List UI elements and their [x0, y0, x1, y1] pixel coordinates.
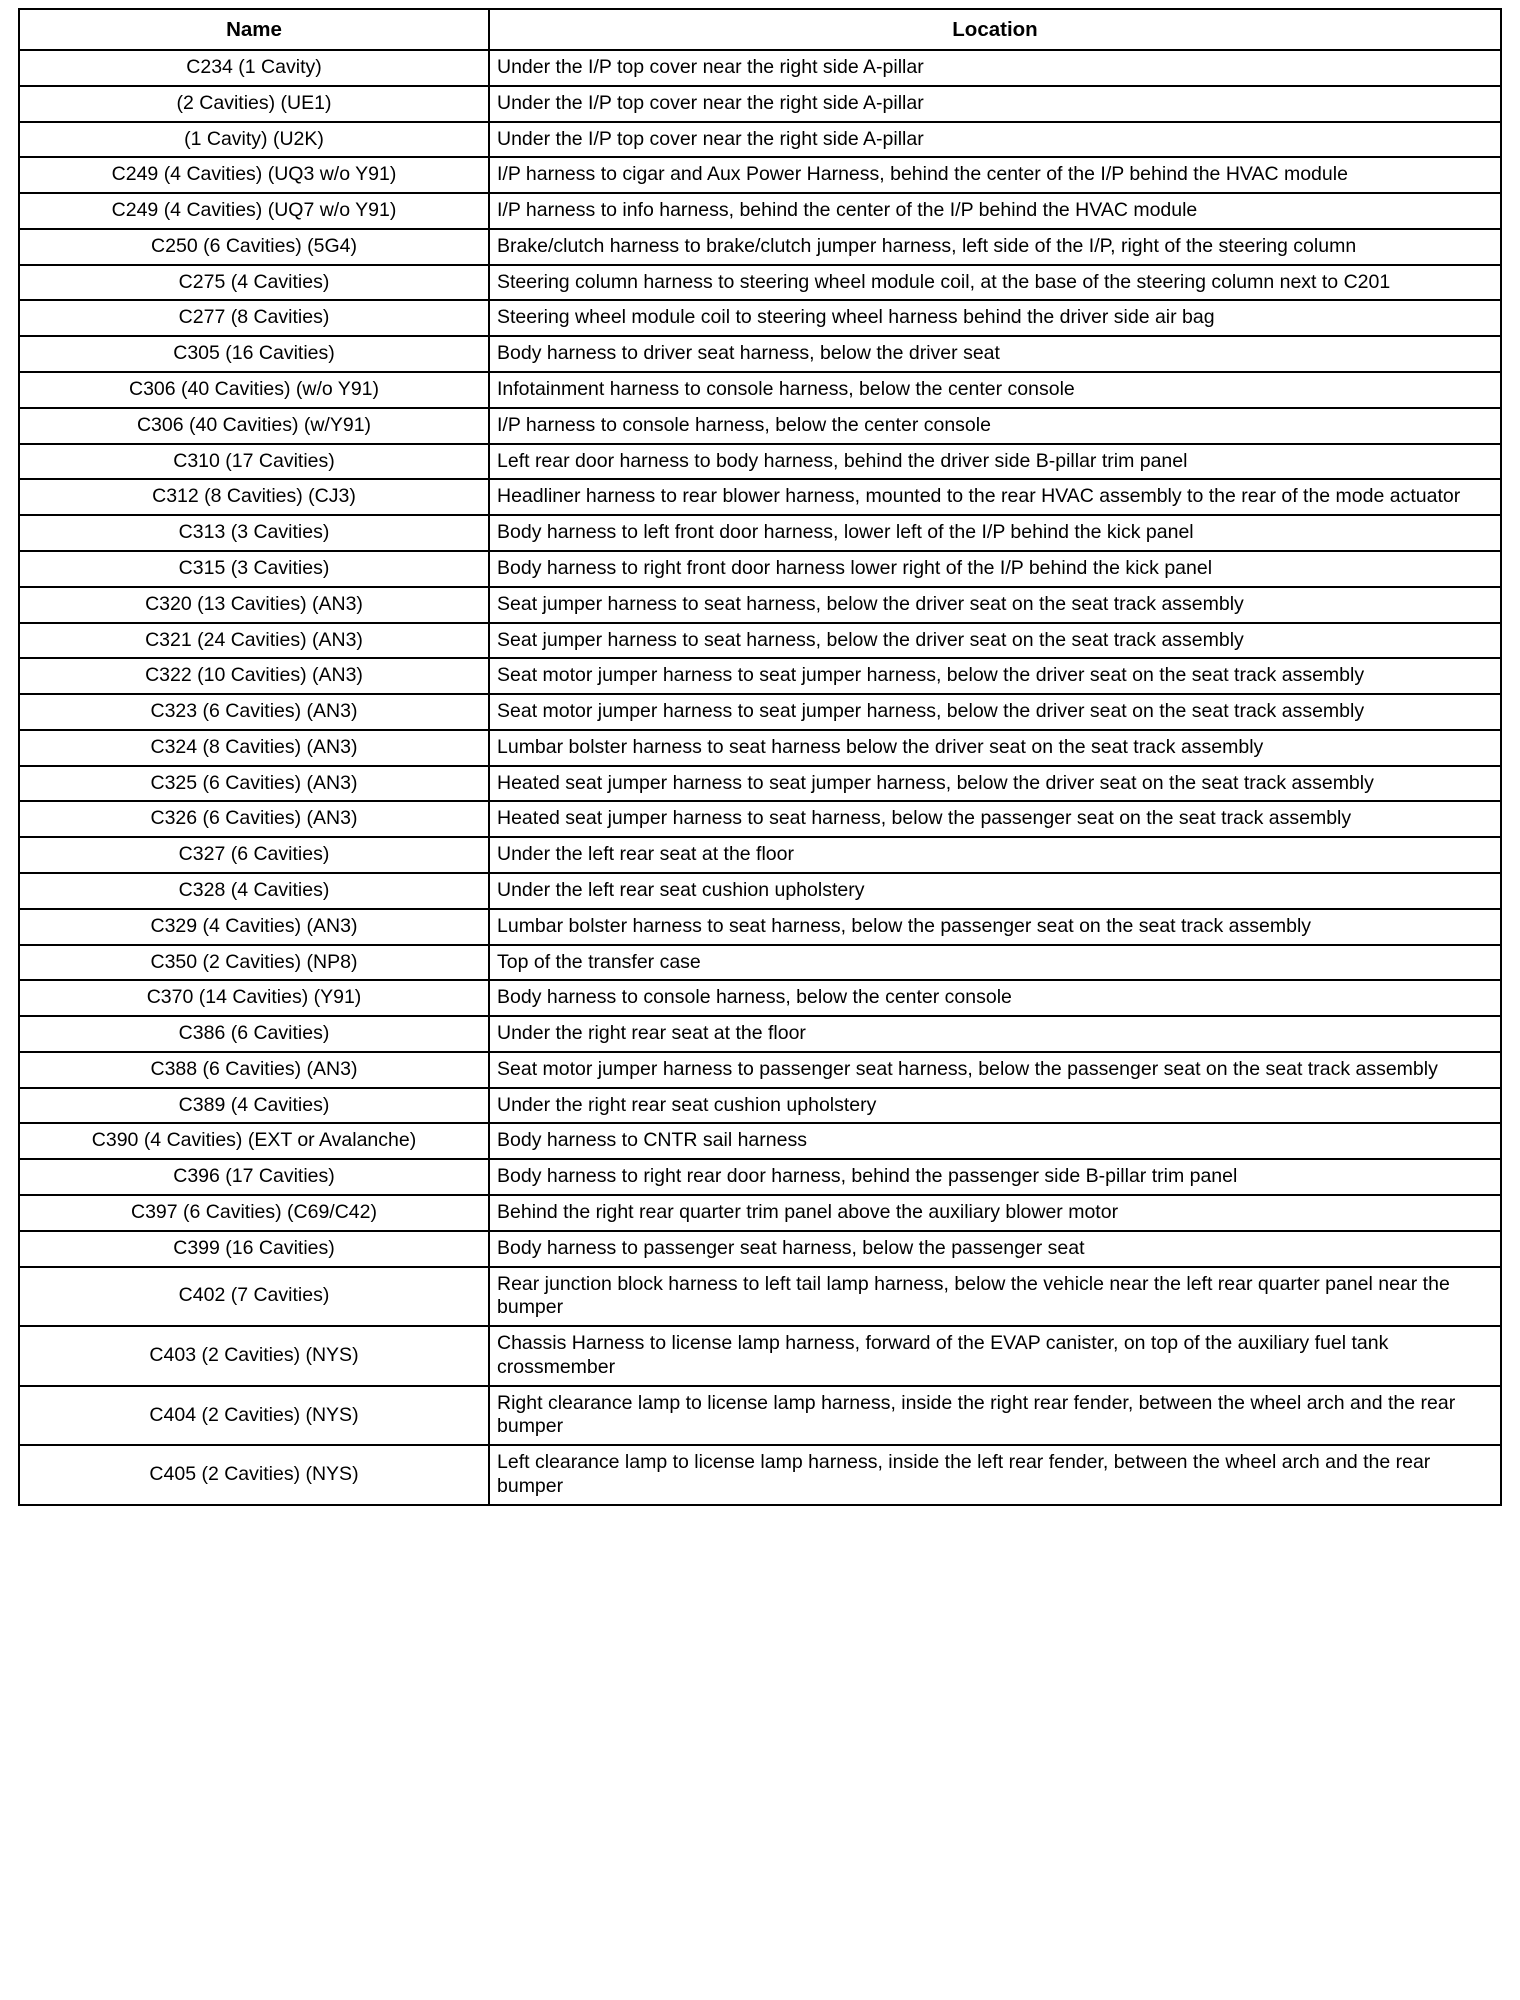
connector-name-cell: C275 (4 Cavities): [19, 265, 489, 301]
connector-location-cell: Chassis Harness to license lamp harness, forward of the EVAP canister, on top of the auxiliary fuel tank crossmember: [489, 1326, 1501, 1386]
table-row: [19, 1326, 1501, 1386]
connector-name-cell: C389 (4 Cavities): [19, 1088, 489, 1124]
table-row: [19, 122, 1501, 158]
table-body: [19, 50, 1501, 1505]
connector-name-cell: C277 (8 Cavities): [19, 300, 489, 336]
table-row: [19, 1231, 1501, 1267]
connector-location-cell: Lumbar bolster harness to seat harness below the driver seat on the seat track assembly: [489, 730, 1501, 766]
connector-name-cell: C350 (2 Cavities) (NP8): [19, 945, 489, 981]
connector-name-cell: C329 (4 Cavities) (AN3): [19, 909, 489, 945]
connector-name-cell: C402 (7 Cavities): [19, 1267, 489, 1327]
table-header-row: [19, 9, 1501, 50]
connector-name-cell: C310 (17 Cavities): [19, 444, 489, 480]
table-row: [19, 1123, 1501, 1159]
connector-name-cell: C322 (10 Cavities) (AN3): [19, 658, 489, 694]
connector-name-cell: C328 (4 Cavities): [19, 873, 489, 909]
table-row: [19, 444, 1501, 480]
table-row: [19, 873, 1501, 909]
connector-name-cell: C325 (6 Cavities) (AN3): [19, 766, 489, 802]
connector-name-cell: C399 (16 Cavities): [19, 1231, 489, 1267]
table-row: [19, 801, 1501, 837]
connector-location-cell: I/P harness to info harness, behind the center of the I/P behind the HVAC module: [489, 193, 1501, 229]
table-row: [19, 1445, 1501, 1505]
table-row: [19, 945, 1501, 981]
table-row: [19, 623, 1501, 659]
connector-name-cell: C403 (2 Cavities) (NYS): [19, 1326, 489, 1386]
connector-location-table: [18, 8, 1502, 1506]
connector-name-cell: C386 (6 Cavities): [19, 1016, 489, 1052]
column-header-name: Name: [19, 9, 489, 50]
connector-location-cell: Under the I/P top cover near the right side A-pillar: [489, 122, 1501, 158]
table-row: [19, 479, 1501, 515]
connector-name-cell: C249 (4 Cavities) (UQ7 w/o Y91): [19, 193, 489, 229]
connector-location-cell: Heated seat jumper harness to seat harness, below the passenger seat on the seat track assembly: [489, 801, 1501, 837]
table-row: [19, 157, 1501, 193]
connector-location-cell: Seat jumper harness to seat harness, below the driver seat on the seat track assembly: [489, 623, 1501, 659]
table-row: [19, 1159, 1501, 1195]
connector-location-cell: Body harness to CNTR sail harness: [489, 1123, 1501, 1159]
connector-name-cell: C370 (14 Cavities) (Y91): [19, 980, 489, 1016]
table-row: [19, 86, 1501, 122]
table-row: [19, 372, 1501, 408]
table-row: [19, 265, 1501, 301]
connector-location-cell: Seat jumper harness to seat harness, below the driver seat on the seat track assembly: [489, 587, 1501, 623]
table-row: [19, 1088, 1501, 1124]
connector-name-cell: C234 (1 Cavity): [19, 50, 489, 86]
connector-location-cell: Seat motor jumper harness to seat jumper harness, below the driver seat on the seat track assembly: [489, 694, 1501, 730]
connector-location-cell: Heated seat jumper harness to seat jumper harness, below the driver seat on the seat track assembly: [489, 766, 1501, 802]
connector-name-cell: C397 (6 Cavities) (C69/C42): [19, 1195, 489, 1231]
table-row: [19, 909, 1501, 945]
connector-name-cell: C404 (2 Cavities) (NYS): [19, 1386, 489, 1446]
connector-name-cell: C312 (8 Cavities) (CJ3): [19, 479, 489, 515]
table-row: [19, 551, 1501, 587]
connector-name-cell: C250 (6 Cavities) (5G4): [19, 229, 489, 265]
table-row: [19, 766, 1501, 802]
table-row: [19, 1195, 1501, 1231]
table-row: [19, 1267, 1501, 1327]
connector-location-cell: Behind the right rear quarter trim panel above the auxiliary blower motor: [489, 1195, 1501, 1231]
table-row: [19, 1016, 1501, 1052]
connector-location-cell: Top of the transfer case: [489, 945, 1501, 981]
connector-location-cell: Seat motor jumper harness to passenger seat harness, below the passenger seat on the seat track assembly: [489, 1052, 1501, 1088]
connector-name-cell: C321 (24 Cavities) (AN3): [19, 623, 489, 659]
connector-location-cell: Infotainment harness to console harness, below the center console: [489, 372, 1501, 408]
table-row: [19, 658, 1501, 694]
connector-location-cell: Right clearance lamp to license lamp harness, inside the right rear fender, between the wheel arch and the rear bumper: [489, 1386, 1501, 1446]
connector-name-cell: C390 (4 Cavities) (EXT or Avalanche): [19, 1123, 489, 1159]
table-row: [19, 1052, 1501, 1088]
connector-location-cell: Body harness to console harness, below the center console: [489, 980, 1501, 1016]
table-row: [19, 336, 1501, 372]
table-row: [19, 837, 1501, 873]
table-row: [19, 229, 1501, 265]
connector-name-cell: (2 Cavities) (UE1): [19, 86, 489, 122]
connector-name-cell: (1 Cavity) (U2K): [19, 122, 489, 158]
connector-location-cell: Body harness to passenger seat harness, below the passenger seat: [489, 1231, 1501, 1267]
table-header: [19, 9, 1501, 50]
connector-location-cell: I/P harness to console harness, below the center console: [489, 408, 1501, 444]
table-row: [19, 587, 1501, 623]
connector-location-cell: Seat motor jumper harness to seat jumper harness, below the driver seat on the seat track assembly: [489, 658, 1501, 694]
connector-location-cell: I/P harness to cigar and Aux Power Harness, behind the center of the I/P behind the HVAC module: [489, 157, 1501, 193]
connector-name-cell: C323 (6 Cavities) (AN3): [19, 694, 489, 730]
connector-location-cell: Rear junction block harness to left tail lamp harness, below the vehicle near the left rear quarter panel near the bumper: [489, 1267, 1501, 1327]
connector-name-cell: C324 (8 Cavities) (AN3): [19, 730, 489, 766]
connector-location-cell: Body harness to left front door harness, lower left of the I/P behind the kick panel: [489, 515, 1501, 551]
connector-name-cell: C313 (3 Cavities): [19, 515, 489, 551]
connector-location-cell: Brake/clutch harness to brake/clutch jumper harness, left side of the I/P, right of the steering column: [489, 229, 1501, 265]
connector-name-cell: C306 (40 Cavities) (w/Y91): [19, 408, 489, 444]
connector-name-cell: C306 (40 Cavities) (w/o Y91): [19, 372, 489, 408]
connector-location-cell: Steering wheel module coil to steering wheel harness behind the driver side air bag: [489, 300, 1501, 336]
connector-name-cell: C388 (6 Cavities) (AN3): [19, 1052, 489, 1088]
connector-location-cell: Under the right rear seat cushion upholstery: [489, 1088, 1501, 1124]
connector-location-cell: Under the left rear seat cushion upholstery: [489, 873, 1501, 909]
connector-name-cell: C315 (3 Cavities): [19, 551, 489, 587]
table-row: [19, 193, 1501, 229]
connector-location-cell: Body harness to right rear door harness, behind the passenger side B-pillar trim panel: [489, 1159, 1501, 1195]
table-row: [19, 694, 1501, 730]
connector-location-cell: Under the left rear seat at the floor: [489, 837, 1501, 873]
connector-location-cell: Body harness to driver seat harness, below the driver seat: [489, 336, 1501, 372]
connector-name-cell: C305 (16 Cavities): [19, 336, 489, 372]
table-row: [19, 300, 1501, 336]
column-header-location: Location: [489, 9, 1501, 50]
connector-name-cell: C396 (17 Cavities): [19, 1159, 489, 1195]
connector-location-cell: Headliner harness to rear blower harness, mounted to the rear HVAC assembly to the rear of the mode actuator: [489, 479, 1501, 515]
connector-location-cell: Left rear door harness to body harness, behind the driver side B-pillar trim panel: [489, 444, 1501, 480]
connector-location-cell: Under the right rear seat at the floor: [489, 1016, 1501, 1052]
connector-name-cell: C405 (2 Cavities) (NYS): [19, 1445, 489, 1505]
table-row: [19, 1386, 1501, 1446]
connector-name-cell: C320 (13 Cavities) (AN3): [19, 587, 489, 623]
connector-name-cell: C249 (4 Cavities) (UQ3 w/o Y91): [19, 157, 489, 193]
table-row: [19, 515, 1501, 551]
connector-location-cell: Under the I/P top cover near the right side A-pillar: [489, 86, 1501, 122]
connector-location-cell: Under the I/P top cover near the right side A-pillar: [489, 50, 1501, 86]
table-row: [19, 730, 1501, 766]
connector-location-cell: Body harness to right front door harness lower right of the I/P behind the kick panel: [489, 551, 1501, 587]
table-row: [19, 980, 1501, 1016]
connector-location-cell: Steering column harness to steering wheel module coil, at the base of the steering column next to C201: [489, 265, 1501, 301]
connector-name-cell: C327 (6 Cavities): [19, 837, 489, 873]
connector-location-cell: Lumbar bolster harness to seat harness, below the passenger seat on the seat track assembly: [489, 909, 1501, 945]
connector-name-cell: C326 (6 Cavities) (AN3): [19, 801, 489, 837]
table-row: [19, 408, 1501, 444]
table-row: [19, 50, 1501, 86]
connector-location-cell: Left clearance lamp to license lamp harness, inside the left rear fender, between the wheel arch and the rear bumper: [489, 1445, 1501, 1505]
